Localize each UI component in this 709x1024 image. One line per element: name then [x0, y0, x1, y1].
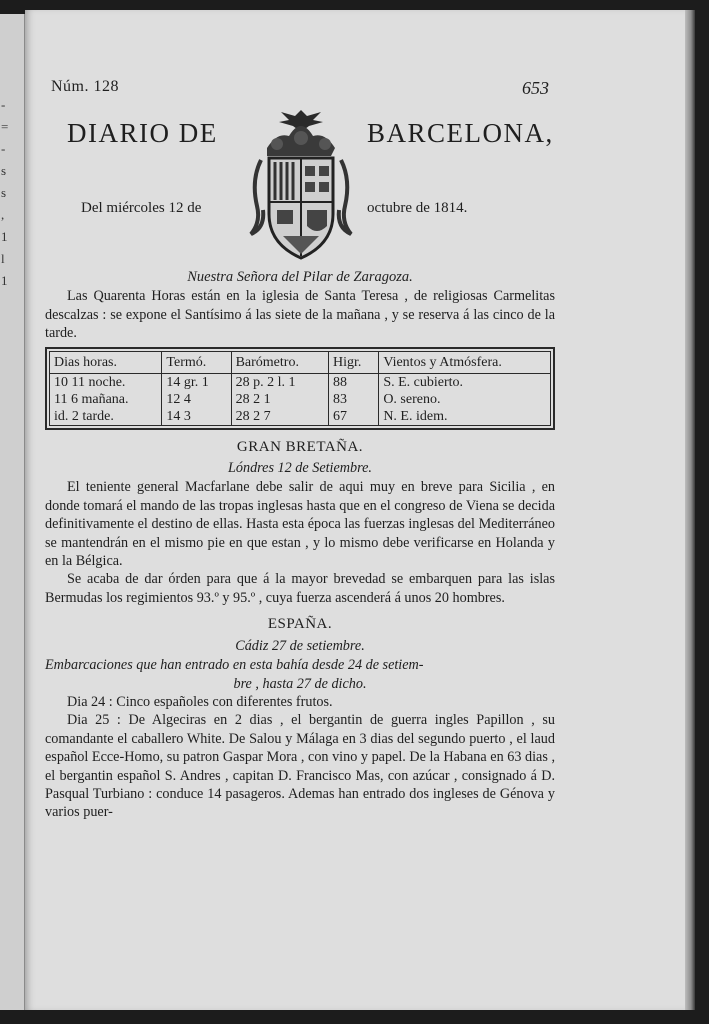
date-line-left: Del miércoles 12 de	[81, 200, 202, 216]
weather-cell: 83	[328, 391, 378, 408]
masthead-title-left: DIARIO DE	[67, 118, 218, 148]
weather-cell: 28 p. 2 l. 1	[231, 373, 328, 391]
weather-cell: 88	[328, 373, 378, 391]
weather-cell: 11 6 mañana.	[50, 391, 162, 408]
arrivals-subtitle-cont: bre , hasta 27 de dicho.	[233, 675, 367, 692]
masthead-title-right: BARCELONA,	[367, 118, 554, 148]
table-row	[50, 408, 551, 426]
newspaper-page	[25, 10, 685, 1010]
weather-header-cell: Dias horas.	[50, 351, 162, 373]
previous-page-edge	[0, 14, 25, 1010]
paragraph: Se acaba de dar órden para que á la mayor brevedad se embarquen para las islas Bermudas los regimientos 93.º y 95.º , cuya fuerza ascenderá á unos 20 hombres.	[45, 571, 555, 606]
table-row	[50, 373, 551, 391]
dateline-londres: Lóndres 12 de Setiembre.	[228, 460, 372, 477]
paragraph: El teniente general Macfarlane debe salir de aqui muy en breve para Sicilia , en donde tomará el mando de las tropas inglesas hasta que en el congreso de Viena se decida definitivamente el destino de ellas. Hasta esta época las fuerzas inglesas del Mediterráneo se mantendrán en el mismo pie en que estan , y lo mismo debe verificarse en Holanda y en la Bélgica.	[45, 479, 555, 570]
weather-cell: N. E. idem.	[383, 408, 448, 424]
quarenta-horas-notice: Las Quarenta Horas están en la iglesia de Santa Teresa , de religiosas Carmelitas descalzas : se expone el Santísimo á las siete de la mañana , y se reserva á las cinco de la tarde.	[45, 288, 555, 342]
date-line-right: octubre de 1814.	[367, 200, 468, 216]
paragraph: Dia 25 : De Algeciras en 2 dias , el bergantin de guerra ingles Papillon , su comandante el caballero White. De Salou y Málaga en 3 dias del segundo puerto , el laud español Ecce-Homo, su patron Gaspar Mora , con vino y papel. De la Habana en 63 dias , el bergantin español S. Andres , capitan D. Francisco Mas, con azúcar , consignado á D. Pasqual Turbiano : conduce 14 pasageros. Ademas han entrado dos ingleses de Génova y varios puer-	[45, 712, 555, 821]
weather-cell: 14 gr. 1	[162, 373, 231, 391]
saint-of-day: Nuestra Señora del Pilar de Zaragoza.	[187, 269, 413, 285]
page-edge-shadow	[685, 10, 695, 1010]
weather-cell: 67	[328, 408, 378, 426]
weather-cell: 10 11 noche.	[50, 373, 162, 391]
section-heading-espana: ESPAÑA.	[267, 616, 333, 633]
article-body	[45, 268, 555, 822]
page-number: 653	[522, 78, 549, 98]
dateline-cadiz: Cádiz 27 de setiembre.	[235, 637, 365, 654]
coat-of-arms-icon	[243, 106, 359, 266]
weather-table	[49, 351, 551, 426]
issue-number: Núm. 128	[51, 78, 119, 95]
weather-cell: 28 2 1	[231, 391, 328, 408]
weather-cell: id. 2 tarde.	[50, 408, 162, 426]
paragraph: Dia 24 : Cinco españoles con diferentes frutos.	[67, 693, 333, 710]
weather-header-cell: Termó.	[162, 351, 231, 373]
weather-header-row	[50, 351, 551, 373]
weather-cell: 14 3	[162, 408, 231, 426]
weather-cell: S. E. cubierto.	[383, 374, 464, 390]
table-row	[50, 391, 551, 408]
weather-cell: 28 2 7	[231, 408, 328, 426]
weather-header-cell: Higr.	[328, 351, 378, 373]
weather-header-cell: Barómetro.	[231, 351, 328, 373]
weather-cell: 12 4	[162, 391, 231, 408]
previous-page-margin-text: - = - s s , 1 l 1	[1, 97, 9, 288]
arrivals-subtitle: Embarcaciones que han entrado en esta bahía desde 24 de setiem-	[45, 657, 424, 674]
weather-table-frame	[45, 347, 555, 430]
weather-cell: O. sereno.	[383, 391, 441, 407]
section-heading-gran-bretana: GRAN BRETAÑA.	[236, 438, 364, 455]
weather-header-cell: Vientos y Atmósfera.	[379, 351, 551, 373]
